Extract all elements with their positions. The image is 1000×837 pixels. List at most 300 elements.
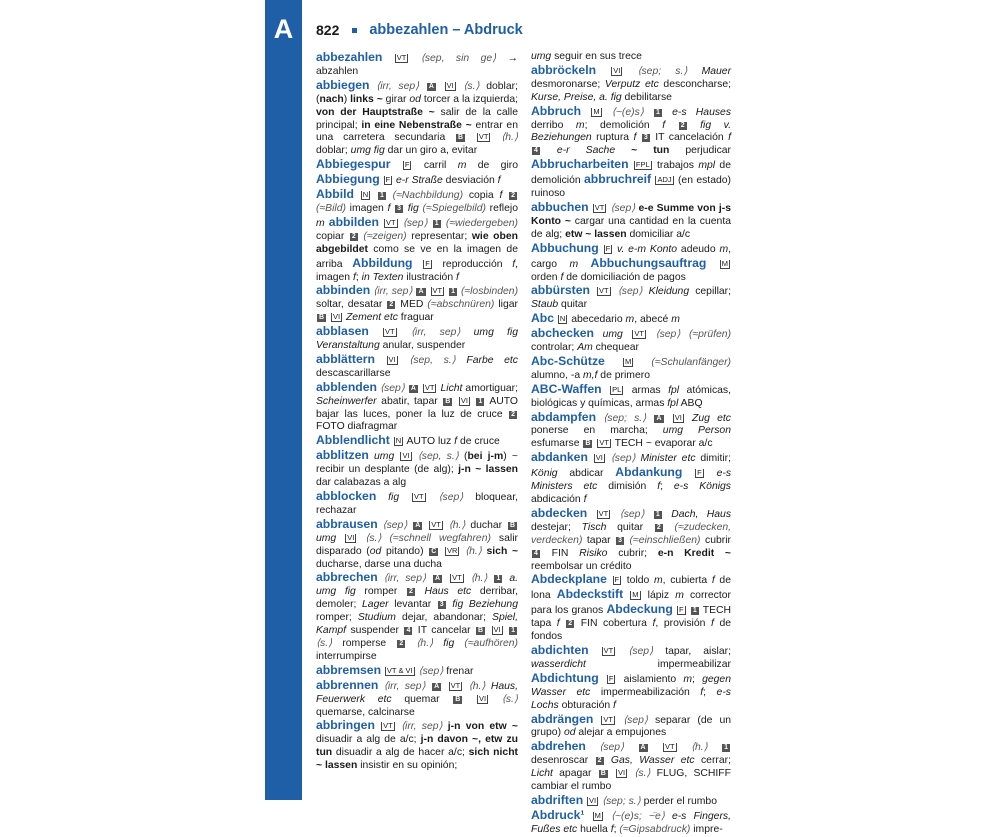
grammar-note: ⟨sep, sin ge⟩ (420, 53, 497, 64)
sense-number: 1 (379, 192, 384, 200)
text (406, 638, 416, 649)
text (487, 573, 493, 584)
grammar-note: ⟨sep, s.⟩ (417, 451, 459, 463)
tab-letter: A (273, 14, 294, 44)
part-of-speech: VT (424, 382, 435, 392)
italic-text: umg (374, 451, 395, 463)
text (327, 312, 330, 323)
text: torcer a la izquierda; (420, 93, 519, 105)
part-of-speech: F (614, 575, 620, 585)
grammar-note: ⟨irr, sep⟩ (383, 680, 426, 692)
dictionary-entry (531, 809, 731, 837)
text: quemarse, calcinarse (316, 706, 415, 718)
grammar-note: ⟨h.⟩ (501, 132, 518, 144)
text: ( (458, 451, 468, 463)
text (375, 355, 386, 366)
text: IT cancelación (650, 132, 729, 144)
italic-text: mpl (698, 160, 716, 172)
part-of-speech: PL (612, 384, 622, 394)
part-of-speech: VI (332, 312, 341, 322)
sense-number: 2 (351, 232, 356, 240)
italic-text: fig (388, 492, 400, 503)
headword: Abbiegung (316, 172, 380, 187)
italic-text: umg (602, 329, 623, 341)
italic-text: f (728, 132, 731, 144)
text: perder el rumbo (640, 795, 717, 807)
sense-number: 1 (655, 510, 660, 518)
text: apagar (552, 768, 598, 780)
sense-number: A (640, 744, 646, 752)
text: desenroscar (531, 755, 595, 767)
italic-text: f (456, 271, 459, 283)
sense-number: B (600, 770, 606, 778)
grammar-note: ⟨irr, sep⟩ (383, 573, 427, 585)
text (471, 396, 476, 407)
part-of-speech: VI (402, 451, 410, 461)
text: impre- (690, 823, 723, 835)
text (439, 546, 444, 557)
italic-text: Scheinwerfer (316, 395, 377, 407)
grammar-note: ⟨sep⟩ (382, 519, 408, 531)
text: desmoronarse; (531, 78, 605, 90)
text: interrumpirse (316, 650, 377, 662)
bold-phrase: etw ~ lassen (565, 228, 627, 240)
text: de domiciliación de pagos (563, 271, 686, 283)
text: salir disparado ( (316, 532, 518, 557)
dictionary-entry (316, 325, 518, 353)
sense-number: 4 (534, 549, 538, 557)
text (647, 329, 656, 340)
text: chequear (592, 342, 640, 354)
headword: abbremsen (316, 662, 382, 677)
italic-text: Mauer (701, 65, 732, 77)
headword: Abbild (316, 187, 354, 202)
text (427, 492, 439, 503)
text (419, 383, 422, 394)
text (587, 509, 595, 520)
text: disuadir a alg de a/c; (316, 734, 421, 746)
dictionary-entry (531, 573, 731, 644)
grammar-note: (≈prüfen) (688, 329, 732, 341)
text: TECH ~ evaporar a/c (611, 438, 713, 450)
text (541, 145, 557, 156)
text: ilustración (403, 271, 456, 283)
part-of-speech: VI (595, 453, 603, 463)
grammar-note: ⟨sep; s.⟩ (603, 412, 647, 424)
text (394, 451, 399, 462)
text (678, 742, 691, 753)
text (623, 66, 637, 77)
text (646, 413, 653, 424)
headword: Abdeckstift (556, 587, 624, 602)
sense-number: 1 (724, 744, 729, 752)
text (399, 355, 410, 366)
bold-phrase: j-n davon ~, etw zu tun (316, 734, 518, 759)
dictionary-entry (316, 353, 518, 381)
italic-text: od (409, 93, 421, 105)
italic-text: Haus, Feuerwerk etc (316, 680, 519, 705)
sense-number: 2 (568, 620, 573, 628)
headword: abbezahlen (316, 50, 383, 64)
grammar-note: ⟨sep⟩ (610, 202, 636, 214)
italic-text: Verputz etc (604, 78, 659, 90)
text: FIN (540, 547, 580, 559)
grammar-note: ⟨h.⟩ (470, 573, 488, 585)
text (369, 327, 382, 338)
text: de demolición (531, 160, 731, 187)
dictionary-entry (531, 383, 731, 411)
headword: abbringen (316, 718, 375, 733)
bold-phrase: j-n ~ lassen (458, 464, 519, 476)
text (489, 694, 502, 705)
text (705, 468, 717, 479)
text (426, 573, 432, 584)
part-of-speech: VT (664, 742, 675, 752)
text: quemar (391, 693, 453, 705)
text: anular, suspender (379, 340, 466, 352)
italic-text: fig Beziehung (452, 599, 518, 611)
bold-phrase: j-n von etw ~ (447, 721, 518, 733)
italic-text: f (613, 699, 616, 711)
sense-number: 4 (406, 627, 411, 635)
italic-text: fpl (668, 384, 680, 396)
italic-text: m (457, 160, 467, 172)
text: quitar (558, 299, 588, 311)
text (578, 259, 590, 270)
text (387, 202, 394, 214)
bold-phrase: in eine Nebenstraße ~ (361, 119, 472, 131)
part-of-speech: VT (603, 645, 614, 655)
text (454, 638, 464, 649)
grammar-note: ⟨s.⟩ (365, 532, 382, 544)
dictionary-entry (531, 242, 731, 285)
text: abdicar (557, 468, 616, 480)
page-header (316, 20, 523, 40)
part-of-speech: VI (674, 412, 682, 422)
sense-number: A (410, 384, 416, 392)
text (413, 286, 416, 297)
part-of-speech: FPL (635, 160, 650, 170)
grammar-note: ⟨sep⟩ (379, 382, 405, 394)
text: de primero (597, 369, 650, 381)
sense-number: 2 (656, 523, 661, 531)
italic-text: Licht (531, 768, 553, 780)
text: AUTO luz (404, 436, 455, 448)
dictionary-entry (316, 679, 518, 720)
text: FIN cobertura (575, 618, 653, 630)
text: ; (660, 481, 674, 493)
part-of-speech: VI (589, 795, 597, 805)
italic-text: f (583, 494, 587, 505)
text: suspender (346, 625, 404, 637)
text (585, 811, 592, 822)
italic-text: m (316, 217, 325, 229)
grammar-note: (≈abschnüren) (427, 299, 495, 311)
part-of-speech: VT (599, 438, 609, 448)
headword: abblasen (316, 324, 369, 339)
sense-number: 1 (434, 219, 439, 227)
text: separar (de un grupo) (531, 714, 732, 739)
text: representar; (406, 230, 472, 242)
text: de giro (466, 160, 518, 172)
text: ; (355, 271, 362, 283)
headword: Abdeckplane (531, 572, 607, 587)
sense-number: 3 (643, 134, 648, 142)
grammar-note: ⟨sep⟩ (619, 508, 645, 520)
italic-text: f (657, 481, 661, 493)
text: IT cancelar (413, 625, 476, 637)
text (419, 81, 426, 92)
text: cepillar; (689, 286, 732, 298)
text: de cruce (457, 436, 500, 448)
text: levantar (388, 599, 437, 611)
grammar-note: (≈Bild) (316, 202, 346, 214)
text (649, 742, 662, 753)
text (502, 190, 508, 201)
sense-number: 2 (389, 301, 394, 309)
text (687, 66, 701, 77)
part-of-speech: VT (450, 680, 461, 690)
grammar-note: ⟨irr, sep⟩ (410, 327, 461, 339)
text: ) (343, 93, 351, 105)
text (391, 160, 402, 171)
grammar-note: ⟨irr, sep⟩ (376, 80, 420, 92)
part-of-speech: VI (460, 395, 468, 405)
running-title: abbezahlen – Abdruck (369, 22, 523, 38)
text (427, 286, 430, 297)
part-of-speech: VT (598, 508, 609, 518)
italic-text: fig (407, 202, 419, 214)
italic-text: Spiel, Kampf (316, 612, 519, 637)
right-column (531, 51, 731, 837)
text: alumno, -a (531, 369, 583, 381)
grammar-note: (≈Schulanfänger) (651, 356, 732, 368)
text: armas (624, 384, 669, 396)
italic-text: umg fig (350, 145, 385, 157)
italic-text: f (499, 190, 503, 202)
italic-text: e-s Lochs (531, 686, 731, 711)
dictionary-entry (316, 434, 518, 449)
grammar-note: ⟨h.⟩ (416, 637, 434, 649)
sense-number: A (428, 82, 434, 90)
italic-text: Minister etc (640, 453, 696, 465)
text: cerrar; (694, 755, 731, 767)
text: trabajos (652, 160, 699, 172)
headword: abdichten (531, 642, 589, 657)
text (375, 721, 380, 732)
text (673, 605, 676, 616)
italic-text: Studium (357, 612, 396, 624)
text: romper; (316, 612, 358, 624)
grammar-note: ⟨sep, s.⟩ (409, 354, 456, 366)
sense-number: 1 (656, 108, 660, 116)
italic-text: Staub (531, 299, 559, 311)
text (663, 509, 671, 520)
italic-text: f (387, 202, 391, 214)
text (336, 533, 344, 544)
part-of-speech: VT (383, 721, 393, 731)
grammar-note: ⟨h.⟩ (468, 680, 486, 692)
part-of-speech: VT (478, 132, 489, 142)
headword: Abbuchung (531, 240, 599, 255)
text (453, 396, 458, 407)
text: dejar, abandonar; (395, 612, 493, 624)
grammar-note: ⟨sep⟩ (655, 329, 681, 341)
text (623, 329, 632, 340)
sense-number: A (435, 575, 441, 583)
sense-number: C (431, 547, 437, 555)
text (602, 385, 609, 396)
italic-text: König (531, 468, 558, 480)
italic-text: m (675, 590, 684, 602)
sense-number: 3 (439, 601, 444, 609)
sense-number: 2 (511, 192, 516, 200)
italic-text: m (575, 119, 585, 131)
italic-text: f (711, 618, 714, 630)
headword: Abbrucharbeiten (531, 157, 629, 172)
text (456, 355, 467, 366)
part-of-speech: N (395, 436, 402, 446)
text: MED (396, 299, 428, 311)
part-of-speech: VI (446, 80, 454, 90)
grammar-note: ⟨sep⟩ (418, 665, 444, 677)
text: lápiz (641, 590, 676, 602)
sense-number: A (415, 521, 421, 529)
text: obturación (558, 699, 614, 711)
italic-text: f (662, 119, 666, 131)
italic-text: f (610, 823, 614, 835)
headword: abbröckeln (531, 62, 597, 77)
text: controlar; (531, 342, 578, 354)
text: ) ~ recibir un desplante (de alg); (316, 451, 518, 476)
italic-text: e-r Sache (556, 145, 616, 157)
text: , cargo (531, 243, 731, 270)
grammar-note: ⟨irr, sep⟩ (400, 721, 443, 733)
text (445, 286, 448, 297)
sense-number: B (319, 314, 325, 322)
italic-text: f (454, 436, 458, 448)
italic-text: Risiko (579, 547, 608, 559)
grammar-note: (≈losbinden) (460, 286, 519, 298)
headword: abblenden (316, 379, 377, 394)
text: esfumarse (531, 438, 583, 450)
text: disuadir a alg de hacer a/c; (332, 747, 469, 759)
text (486, 625, 490, 636)
headword: abblitzen (316, 448, 369, 463)
headword: abbruchreif (584, 172, 652, 187)
dictionary-entry (531, 327, 731, 355)
italic-text: e-s Hauses (672, 106, 732, 118)
grammar-note: (≈Spiegelbild) (422, 202, 486, 214)
text: toldo (622, 575, 654, 587)
part-of-speech: VI (479, 693, 487, 703)
text (593, 715, 600, 726)
text (405, 383, 408, 394)
header-bullet (352, 28, 357, 33)
headword: abdanken (531, 450, 588, 465)
text: carril (412, 160, 458, 172)
text: bloquear, rechazar (316, 492, 518, 516)
grammar-note: (≈wiedergeben) (445, 217, 518, 229)
text: abatir, tapar (376, 395, 443, 407)
text (443, 573, 449, 584)
grammar-note: ⟨sep⟩ (617, 286, 643, 298)
text (599, 674, 606, 685)
letter-tab (265, 0, 302, 800)
part-of-speech: M (632, 590, 639, 600)
headword: abbrennen (316, 677, 379, 692)
italic-text: umg Person (662, 425, 731, 437)
sense-number: 2 (511, 410, 515, 418)
bold-phrase: wie oben abgebildet (316, 230, 518, 255)
dictionary-entry (316, 490, 518, 518)
italic-text: Kleidung (648, 286, 690, 298)
italic-text: e-s Ministers etc (531, 468, 732, 493)
text (664, 522, 675, 533)
italic-text: m (671, 314, 680, 326)
bold-phrase: e-e Summe von j-s Konto ~ (531, 202, 732, 227)
dictionary-entry (531, 507, 731, 574)
headword: abchecken (531, 326, 595, 341)
grammar-note: (≈Nachbildung) (392, 190, 464, 202)
text (680, 329, 689, 340)
text: aislamiento (616, 673, 684, 685)
text (413, 259, 423, 270)
text: de lona (531, 575, 731, 602)
text (607, 575, 612, 586)
text: abdicación (531, 494, 584, 505)
text (624, 742, 637, 753)
text (560, 618, 566, 629)
dictionary-entry (531, 644, 731, 713)
bold-phrase: bei j-m (467, 451, 504, 463)
part-of-speech: M (593, 106, 600, 116)
grammar-note: ⟨s.⟩ (316, 637, 333, 649)
italic-text: Zement etc (345, 312, 398, 324)
text: domiciliar a/c (626, 228, 691, 240)
dictionary-entry (316, 381, 518, 435)
italic-text: m (719, 243, 729, 255)
text (596, 66, 610, 77)
part-of-speech: VT (594, 202, 605, 212)
part-of-speech: M (624, 356, 632, 366)
headword: abdrängen (531, 711, 594, 726)
italic-text: umg fig Veranstaltung (316, 327, 519, 352)
text: desviación (442, 175, 498, 187)
dictionary-entry (531, 105, 731, 201)
headword: abblättern (316, 351, 375, 366)
bold-phrase: ~ tun (631, 145, 670, 157)
bold-phrase: nach (319, 93, 344, 105)
text (399, 492, 411, 503)
part-of-speech: VT (432, 286, 443, 296)
italic-text: v. e-m Konto (617, 243, 678, 255)
part-of-speech: VI (493, 625, 501, 635)
italic-text: umg (316, 532, 337, 544)
sense-number: 3 (618, 536, 623, 544)
text: impermeabilización (590, 686, 701, 698)
text: derribo (531, 119, 576, 131)
part-of-speech: F (385, 175, 391, 185)
part-of-speech: N (362, 190, 369, 200)
sense-number: 1 (496, 575, 501, 583)
headword: Abc-Schütze (531, 353, 605, 368)
text: ; (703, 686, 717, 698)
part-of-speech: VI (613, 65, 621, 75)
grammar-note: (≈einschließen) (629, 534, 701, 546)
sense-number: 2 (399, 639, 404, 647)
text: girar (382, 93, 410, 105)
